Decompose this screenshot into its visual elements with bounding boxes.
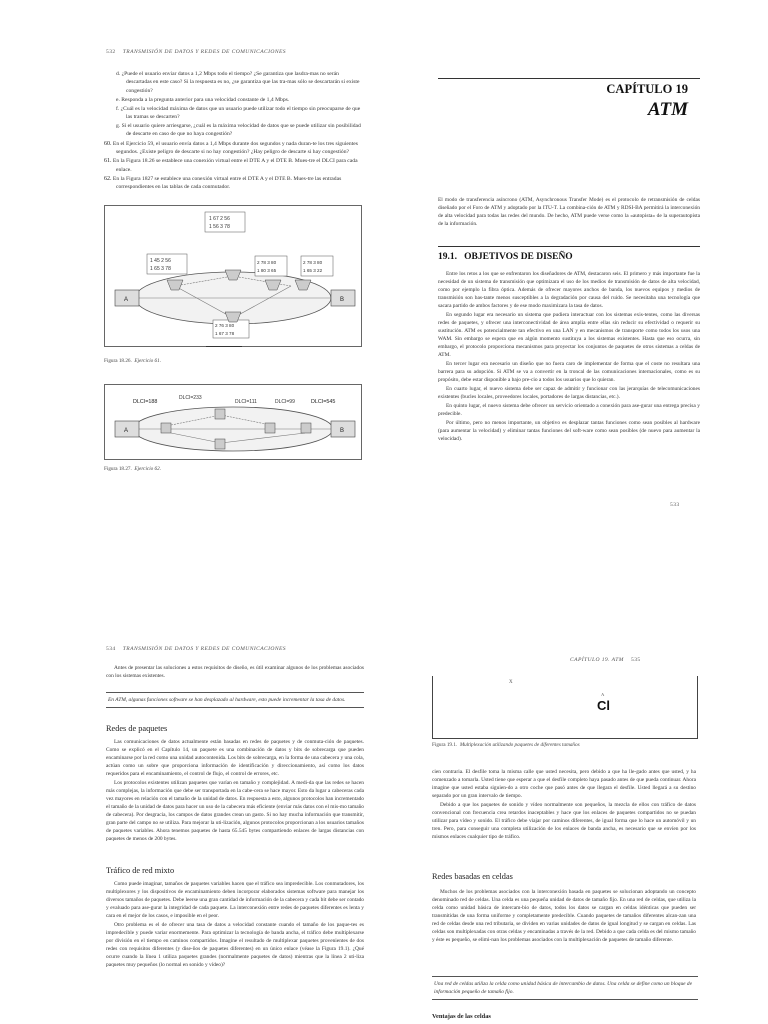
page-535-body-top bbox=[432, 768, 696, 842]
note-box: En ATM, algunas funciones software se han desplazado al hardware, esto puede incrementar la tasa de datos. bbox=[106, 692, 364, 708]
page-535-header: CAPÍTULO 19. ATM 535 bbox=[570, 657, 641, 663]
dlci-label: DLCI=233 bbox=[179, 395, 202, 401]
figure-18-26-diagram bbox=[105, 206, 361, 346]
subsection-title: Redes de paquetes bbox=[106, 724, 168, 733]
list-item: d. ¿Puede el usuario enviar datos a 1,2 Mbps todo el tiempo? ¿Se garantiza que lasdra-mas no serán descartadas en este caso? Si la respuesta es no, ¿se garantiza que las tra-mas sólo se descartarán si existe congestión? bbox=[116, 71, 360, 94]
exercise-sublist bbox=[116, 70, 366, 139]
figure-label-x: X bbox=[509, 680, 513, 685]
page-number: 532 bbox=[106, 49, 116, 55]
page-number: 535 bbox=[631, 657, 641, 663]
figure-19-1 bbox=[432, 676, 698, 739]
paragraph: Los protocolos existentes utilizan paquetes que varían en tamaño y complejidad. A medi-da que las redes se hacen más complejas, la información que debe ser transportada en la cabe-cera se hace mayor. Esto da lugar a cabeceras cada vez mayores en relación con el tamaño de la unidad de datos. En respuesta a esto, algunos protocolos han incrementado el tamaño de la unidad de datos para hacer un uso de la cabecera más eficiente (enviar más datos con el mis-mo tamaño de cabecera). Por desgracia, los campos de datos grandes crean un gasto. Si no hay mucha información que transmitir, gran parte del campo no se utiliza. Para mejorar la uti-lización, algunos protocolos proporcionan a los usuarios tamaños de paquetes variables. Ahora tenemos paquetes de hasta 65.545 bytes compartiendo enlaces de largas distancias con paquetes de menos de 200 bytes. bbox=[106, 780, 364, 842]
exercise-list bbox=[104, 140, 366, 192]
node-a-label: A bbox=[124, 297, 129, 303]
chapter-rule bbox=[438, 78, 700, 79]
figure-18-27-diagram bbox=[105, 385, 361, 459]
figure-label-a: A bbox=[601, 692, 605, 697]
figure-18-27 bbox=[104, 384, 362, 460]
page-number: 533 bbox=[670, 502, 680, 508]
figure-19-1-caption: Figura 19.1. Multiplexación utilizando paquetes de diferentes tamaños bbox=[432, 742, 580, 748]
paragraph: Por último, pero no menos importante, un objetivo es desplazar tantas funciones como sean posibles al hardware (para aumentar la velocidad) y eliminar tantas funciones del soft-ware como sean posibles (de nuevo para aumentar la velocidad). bbox=[438, 420, 700, 442]
node-a-label: A bbox=[124, 428, 129, 434]
figure-label-cl: Cl bbox=[597, 698, 610, 713]
figure-18-26-caption: Figura 18.26. Ejercicio 61. bbox=[104, 358, 162, 364]
running-title: TRANSMISIÓN DE DATOS Y REDES DE COMUNICACIONES bbox=[122, 646, 287, 652]
table-top-row-1: 1 67 2 56 bbox=[209, 216, 230, 222]
figure-18-26 bbox=[104, 205, 362, 347]
subsection-body bbox=[432, 888, 696, 945]
running-title: TRANSMISIÓN DE DATOS Y REDES DE COMUNICACIONES bbox=[122, 49, 287, 55]
section-body bbox=[438, 270, 700, 444]
list-item: e. Responda a la pregunta anterior para una velocidad constante de 1,4 Mbps. bbox=[116, 96, 290, 103]
paragraph: Las comunicaciones de datos actualmente están basadas en redes de paquetes y de conmuta-ción de paquetes. Como se explicó en el Capítulo 14, un paquete es una combinación de datos y bits de sobrecarga que pueden encaminarse por la red como una unidad autocontenida. Los bits de sobrecarga, en la forma de una cabecera y una cola, actúan como un sobre que proporciona información de identificación y direccionamiento, así como los datos requeridos para el encaminamiento, el control de flujo, el control de errores, etc. bbox=[106, 739, 364, 777]
page-532-header bbox=[106, 49, 286, 55]
list-item: f. ¿Cuál es la velocidad máxima de datos que un usuario puede utilizar todo el tiempo sin preocuparse de que las tramas se descarten? bbox=[116, 105, 361, 121]
paragraph: En tercer lugar era necesario un diseño que no fuera caro de implementar de forma que el coste no resultara una barrera para su adopción. Si ATM se va a convertir en la troncal de las comunicaciones internacionales, como es su propósito, debe estar disponible a bajo pre-cio a todos los usuarios que lo quieran. bbox=[438, 361, 700, 383]
table-left-row-2: 1 65 3 78 bbox=[150, 266, 171, 272]
section-rule bbox=[438, 246, 700, 247]
table-mid1-row-1: 2 78 3 80 bbox=[257, 260, 277, 265]
list-item: g. Si el usuario quiere arriesgarse, ¿cuál es la máxima velocidad de datos que se puede utilizar sin posibilidad de descarte en caso de que no haya congestión? bbox=[116, 122, 361, 138]
subsection-title: Tráfico de red mixto bbox=[106, 866, 175, 875]
exercise-item: 61. En la Figura 18.26 se establece una conexión virtual entre el DTE A y el DTE B. Mues-tre el DLCI para cada enlace. bbox=[104, 158, 358, 173]
subsection-body bbox=[106, 738, 364, 844]
table-mid1-row-2: 1 80 3 65 bbox=[257, 268, 277, 273]
table-mid2-row-1: 2 78 3 80 bbox=[303, 260, 323, 265]
dlci-label: DLCI=99 bbox=[275, 399, 295, 405]
node-b-label: B bbox=[340, 428, 345, 434]
figure-18-26-underline bbox=[206, 346, 242, 347]
chapter-intro: El modo de transferencia asíncrono (ATM, Asynchronous Transfer Mode) es el protocolo de retransmisión de celdas diseñado por el Foro de ATM y adoptado por la ITU-T. La combina-ción de ATM y RDSI-BA permitirá la interconexión de alta velocidad para todas las redes del mundo. De hecho, ATM puede verse como la «autopista» de la superautopista de la información. bbox=[438, 197, 700, 227]
table-top-row-2: 1 56 3 78 bbox=[209, 224, 230, 230]
subsection-title: Ventajas de las celdas bbox=[432, 1013, 491, 1020]
chapter-title: ATM bbox=[647, 99, 688, 120]
paragraph: Otro problema es el de ofrecer una tasa de datos a velocidad constante cuando el tamaño de los paque-tes es impredecible y puede variar enormemente. Para optimizar la tecnología de banda ancha, el tráfico debe multiplexarse por división en el tiempo en caminos compartidos. Imagine el resultado de multiplexar paquetes provenientes de dos redes con requisitos diferentes (y dise-ños de paquetes diferentes) en un único enlace (véase la Figura 19.1). ¿Qué ocurre cuando la línea 1 utiliza paquetes grandes (normalmente paquetes de datos) mientras que la línea 2 uti-liza paquetes muy pequeños (lo normal en sonido y vídeo)? bbox=[106, 922, 364, 968]
exercise-item: 62. En la Figura 1827 se establece una conexión virtual entre el DTE A y el DTE B. Mues-tre las entradas correspondientes en las tablas de cada conmutador. bbox=[104, 175, 342, 191]
paragraph: Debido a que los paquetes de sonido y vídeo normalmente son pequeños, la mezcla de ellos con tráfico de datos convencional con frecuencia crea retardos inaceptables y hace que los enlaces de paquetes compartidos no se puedan utilizar para vídeo y sonido. El tráfico debe viajar por caminos diferentes, de igual forma que lo hace un automóvil y un tren. Pero, para conseguir una completa utilización de los enlaces de banda ancha, es necesario que se envíen por los mismos enlaces cualquier tipo de tráfico. bbox=[432, 802, 696, 840]
dlci-label: DLCI=545 bbox=[311, 399, 336, 405]
table-left-row-1: 1 45 2 56 bbox=[150, 258, 171, 264]
subsection-title: Redes basadas en celdas bbox=[432, 872, 513, 881]
page-534-intro: Antes de presentar las soluciones a estos requisitos de diseño, es útil examinar algunos de los problemas asociados con los sistemas existentes. bbox=[106, 665, 364, 679]
page-number: 534 bbox=[106, 646, 116, 652]
paragraph: En quinto lugar, el nuevo sistema debe ofrecer un servicio orientado a conexión para ase-gurar una entrega precisa y predecible. bbox=[438, 403, 700, 417]
paragraph: Muchos de los problemas asociados con la interconexión basada en paquetes se solucionan adoptando un concepto denominado red de celdas. Una celda es una pequeña unidad de datos de tamaño fijo. En una red de celdas, que utiliza la celda como unidad básica de intercam-bio de datos, todos los datos se cargan en celdas idénticas que pueden ser transmitidas de una forma uniforme y completamente predecible. Cuando paquetes de tamaños diferentes alcan-zan una red de celdas desde una red tributaria, se dividen en varias unidades de datos de igual longitud y se cargan en celdas. Las celdas son multiplexadas con otras celdas y encaminadas a través de la red. Debido a que cada celda es del mismo tamaño y éste es pequeño, se elimi-nan los problemas asociados con la multiplexación de paquetes de tamaño diferente. bbox=[432, 889, 696, 943]
section-title: 19.1. OBJETIVOS DE DISEÑO bbox=[438, 252, 573, 262]
page-534-header bbox=[106, 646, 286, 652]
paragraph: Como puede imaginar, tamaños de paquetes variables hacen que el tráfico sea impredecible. Los conmutadores, los multiplexores y los dispositivos de encaminamiento deben incorporar elaborados sistemas software para manejar los diversos tamaños de paquetes. Debe leerse una gran cantidad de información de la cabecera y cada bit debe ser contado y evaluado para ase-gurar la integridad de cada paquete. La interconexión entre redes de paquetes diferentes es lenta y cara en el mejor de los casos, e imposible en el peor. bbox=[106, 881, 364, 919]
paragraph: En cuarto lugar, el nuevo sistema debe ser capaz de admitir y funcionar con las jerarquías de telecomunicaciones existentes (bucles locales, proveedores locales, portadores de largas distancias, etc.). bbox=[438, 386, 700, 400]
paragraph: cien contraria. El desfile toma la misma calle que usted necesita, pero debido a que ha lle-gado antes que usted, y ha comenzado a tomarla. Usted tiene que esperar a que el desfile completo haya pasado antes de que pueda continuar. Ahora imagine que usted estaba siguien-do a otro coche que pasó antes de que llegara el desfile. Usted llegará a su destino separado por un gran intervalo de tiempo. bbox=[432, 769, 696, 799]
dlci-label: DLCI=111 bbox=[235, 399, 257, 405]
table-mid2-row-2: 1 65 3 22 bbox=[303, 268, 323, 273]
paragraph: Entre los retos a los que se enfrentaron los diseñadores de ATM, destacaron seis. El primero y más importante fue la necesidad de un sistema de transmisión que optimizara el uso de los medios de transmisión de datos de alta velocidad, como por ejemplo la fibra óptica. Además de ofrecer mayores anchos de banda, los nuevos equipos y medios de transmisión son bas-tante menos susceptibles a la degradación por causa del ruido. Se necesitaba una tecnología que sacara partido de ambos factores y de ese modo maximizara la tasa de datos. bbox=[438, 271, 700, 309]
paragraph: En segundo lugar era necesario un sistema que pudiera interactuar con los sistemas exis-tentes, como las diversas redes de paquetes, y ofrecer una interconectividad de área amplia entre ellas sin reducir su efectividad o requerir su sustitución. ATM es potencialmente tan efectivo en una LAN y en mecanismos de transporte como todos los usos una WAM. Sin embargo se espera que en algún momento sustituya a los sistemas existentes. Hasta que eso ocurra, sin embargo, el protocolo proporciona mecanismos para proyectar los conjuntos de paquetes de otros sistemas a celdas de ATM. bbox=[438, 312, 700, 358]
figure-18-27-caption: Figura 18.27. Ejercicio 62. bbox=[104, 466, 162, 472]
note-box: Una red de celdas utiliza la celda como unidad básica de intercambio de datos. Una celda se define como un bloque de información pequeño de tamaño fijo. bbox=[432, 976, 698, 1000]
node-b-label: B bbox=[340, 297, 345, 303]
subsection-body bbox=[106, 880, 364, 970]
chapter-label: CAPÍTULO 19 bbox=[606, 82, 688, 96]
exercise-item: 60. En el Ejercicio 59, el usuario envía datos a 1,4 Mbps durante dos segundos y nada duran-te los tres siguientes segundos. ¿Existe peligro de descarte si no hay congestión? ¿Hay peligro de descarte si hay congestión? bbox=[104, 141, 358, 156]
dlci-label: DLCI=188 bbox=[133, 399, 158, 405]
table-bottom-row-1: 2 76 3 80 bbox=[215, 323, 235, 328]
table-bottom-row-2: 1 67 3 78 bbox=[215, 331, 235, 336]
